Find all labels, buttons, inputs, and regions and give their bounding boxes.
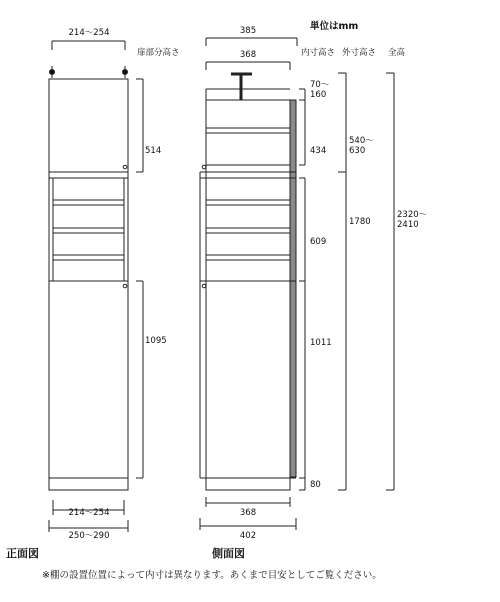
footnote: ※棚の設置位置によって内寸は異なります。あくまで目安としてご覧ください。 xyxy=(42,570,382,581)
middle-inner-label: 609 xyxy=(310,237,327,247)
front-outer-width-label: 250～290 xyxy=(68,531,110,541)
front-view-drawing xyxy=(49,41,143,532)
upper-outer-label: 540～ 630 xyxy=(349,136,374,156)
lower-door-height-label: 1095 xyxy=(145,336,167,346)
door-height-header: 扉部分高さ xyxy=(137,48,180,58)
inner-height-header: 内寸高さ xyxy=(301,48,336,58)
side-view-drawing xyxy=(200,38,394,530)
lower-outer-label: 1780 xyxy=(349,217,371,227)
front-bottom-width-label: 214～254 xyxy=(68,508,110,518)
front-view-title: 正面図 xyxy=(6,547,39,560)
total-height-header: 全高 xyxy=(388,48,406,58)
total-height-label: 2320～ 2410 xyxy=(397,210,428,230)
lower-inner-label: 1011 xyxy=(310,338,332,348)
side-inner-depth-bottom-label: 368 xyxy=(239,508,257,518)
upper-door-height-label: 514 xyxy=(145,146,162,156)
side-outer-depth-bottom-label: 402 xyxy=(239,531,257,541)
side-outer-depth-top-label: 385 xyxy=(239,26,257,36)
plinth-label: 80 xyxy=(310,480,321,490)
outer-height-header: 外寸高さ xyxy=(342,48,377,58)
upper-inner-label: 434 xyxy=(310,146,327,156)
side-inner-depth-top-label: 368 xyxy=(239,50,257,60)
unit-label: 単位はmm xyxy=(310,21,359,32)
top-gap-label: 70～ 160 xyxy=(310,80,330,100)
side-view-title: 側面図 xyxy=(212,547,245,560)
front-top-width-label: 214～254 xyxy=(68,28,110,38)
